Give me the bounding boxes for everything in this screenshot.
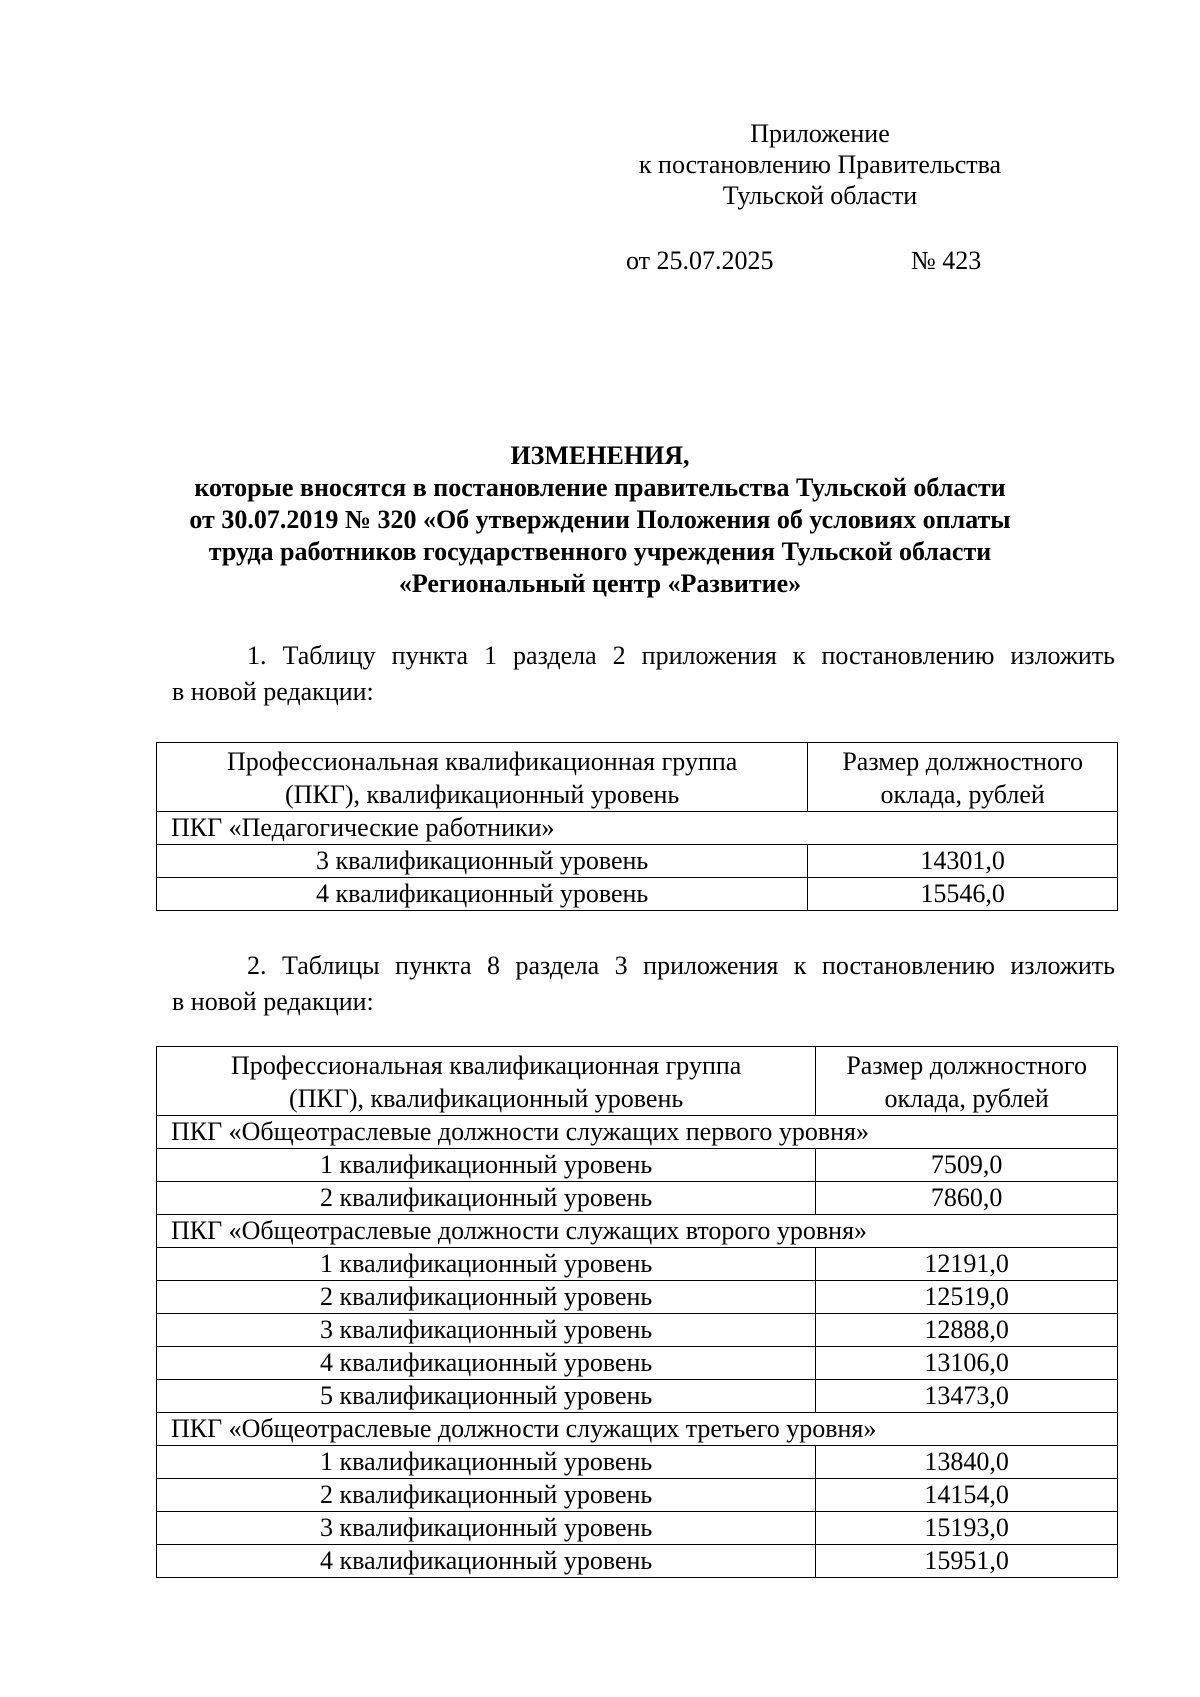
table-row [157, 1314, 1118, 1347]
level-cell: 3 квалификационный уровень [157, 1314, 816, 1347]
annex-date: от 25.07.2025 [626, 246, 774, 275]
table-header-row [157, 743, 1118, 812]
header-text: оклада, рублей [880, 780, 1045, 809]
table-row [157, 1182, 1118, 1215]
title-line: «Региональный центр «Развитие» [398, 569, 802, 598]
paragraph-line: 1. Таблицу пункта 1 раздела 2 приложения к постановлению изложить [247, 641, 1115, 670]
salary-cell: 13840,0 [816, 1446, 1118, 1479]
level-cell: 5 квалификационный уровень [157, 1380, 816, 1413]
level-cell: 2 квалификационный уровень [157, 1281, 816, 1314]
table-body [157, 1047, 1118, 1578]
level-cell: 2 квалификационный уровень [157, 1479, 816, 1512]
header-cell-salary [808, 743, 1118, 812]
header-text: Размер должностного [846, 1051, 1087, 1080]
table-group-row [157, 1215, 1118, 1248]
table-row [157, 1281, 1118, 1314]
header-text: (ПКГ), квалификационный уровень [285, 780, 680, 809]
title-line: труда работников государственного учреждения Тульской области [208, 537, 992, 566]
header-cell-salary [816, 1047, 1118, 1116]
salary-cell: 7860,0 [816, 1182, 1118, 1215]
item-1-paragraph [172, 638, 1115, 710]
group-name-cell: ПКГ «Педагогические работники» [157, 812, 1118, 845]
table-row [157, 1347, 1118, 1380]
paragraph-line: 2. Таблицы пункта 8 раздела 3 приложения к постановлению изложить [247, 951, 1115, 980]
table-body [157, 743, 1118, 911]
salary-cell: 13106,0 [816, 1347, 1118, 1380]
title-line: от 30.07.2019 № 320 «Об утверждении Положения об условиях оплаты [189, 505, 1011, 534]
level-cell: 1 квалификационный уровень [157, 1446, 816, 1479]
header-text: Профессиональная квалификационная группа [230, 1051, 742, 1080]
salary-cell: 12519,0 [816, 1281, 1118, 1314]
title-line: ИЗМЕНЕНИЯ, [510, 441, 690, 470]
group-name-cell: ПКГ «Общеотраслевые должности служащих первого уровня» [157, 1116, 1118, 1149]
annex-line: к постановлению Правительства [638, 150, 1002, 179]
paragraph-line: в новой редакции: [172, 677, 374, 706]
salary-table-2 [156, 1046, 1118, 1578]
table-row [157, 1149, 1118, 1182]
table-header-row [157, 1047, 1118, 1116]
table-row [157, 1479, 1118, 1512]
salary-cell: 13473,0 [816, 1380, 1118, 1413]
level-cell: 3 квалификационный уровень [157, 1512, 816, 1545]
salary-cell: 15546,0 [808, 878, 1118, 911]
table-group-row [157, 812, 1118, 845]
paragraph-line: в новой редакции: [172, 987, 374, 1016]
title-line: которые вносятся в постановление правительства Тульской области [194, 473, 1006, 502]
salary-table-1 [156, 742, 1118, 911]
salary-cell: 14154,0 [816, 1479, 1118, 1512]
group-name-cell: ПКГ «Общеотраслевые должности служащих второго уровня» [157, 1215, 1118, 1248]
level-cell: 4 квалификационный уровень [157, 878, 808, 911]
table-row [157, 1512, 1118, 1545]
level-cell: 1 квалификационный уровень [157, 1149, 816, 1182]
header-text: Размер должностного [842, 747, 1083, 776]
table-row [157, 845, 1118, 878]
table-row [157, 878, 1118, 911]
table-row [157, 1380, 1118, 1413]
salary-cell: 12191,0 [816, 1248, 1118, 1281]
annex-line: Тульской области [722, 181, 918, 210]
level-cell: 4 квалификационный уровень [157, 1347, 816, 1380]
annex-line: Приложение [750, 119, 890, 148]
salary-cell: 15193,0 [816, 1512, 1118, 1545]
header-cell-group-level [157, 743, 808, 812]
table-row [157, 1446, 1118, 1479]
level-cell: 3 квалификационный уровень [157, 845, 808, 878]
header-text: (ПКГ), квалификационный уровень [289, 1084, 684, 1113]
salary-cell: 15951,0 [816, 1545, 1118, 1578]
level-cell: 4 квалификационный уровень [157, 1545, 816, 1578]
item-2-paragraph [172, 948, 1115, 1020]
table-group-row [157, 1413, 1118, 1446]
header-text: оклада, рублей [884, 1084, 1049, 1113]
table-group-row [157, 1116, 1118, 1149]
level-cell: 2 квалификационный уровень [157, 1182, 816, 1215]
level-cell: 1 квалификационный уровень [157, 1248, 816, 1281]
salary-cell: 12888,0 [816, 1314, 1118, 1347]
document-title [120, 440, 1080, 600]
annex-number: № 423 [911, 246, 982, 275]
group-name-cell: ПКГ «Общеотраслевые должности служащих третьего уровня» [157, 1413, 1118, 1446]
annex-header [620, 118, 1020, 211]
header-text: Профессиональная квалификационная группа [226, 747, 738, 776]
salary-cell: 7509,0 [816, 1149, 1118, 1182]
table-row [157, 1248, 1118, 1281]
table-row [157, 1545, 1118, 1578]
salary-cell: 14301,0 [808, 845, 1118, 878]
header-cell-group-level [157, 1047, 816, 1116]
